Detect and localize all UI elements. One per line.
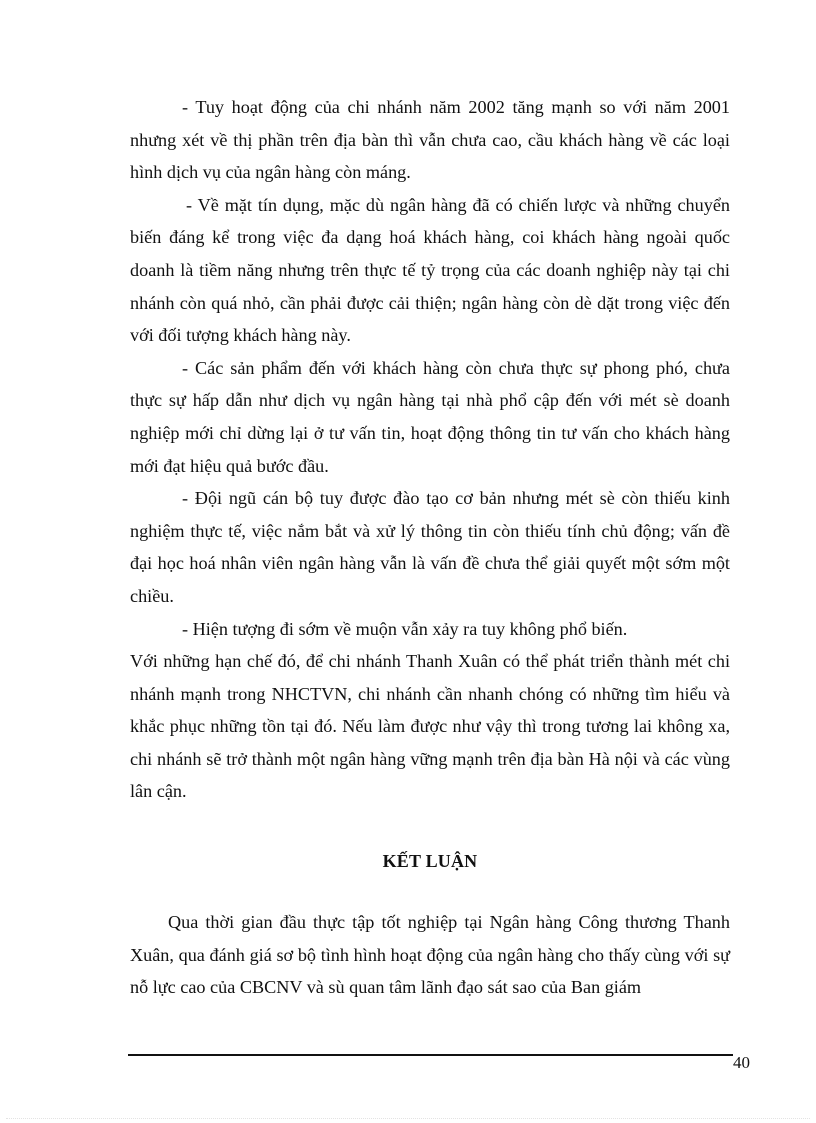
conclusion-heading: KẾT LUẬN	[382, 851, 478, 871]
paragraph-products: - Các sản phẩm đến với khách hàng còn chưa thực sự phong phó, chưa thực sự hấp dẫn như dịch vụ ngân hàng tại nhà phổ cập đến với mét sè doanh nghiệp mới chỉ dừng lại ở tư vấn tin, hoạt động thông tin tư vấn cho khách hàng mới đạt hiệu quả bước đầu.	[130, 357, 730, 476]
conclusion-paragraph: Qua thời gian đầu thực tập tốt nghiệp tại Ngân hàng Công thương Thanh Xuân, qua đánh giá sơ bộ tình hình hoạt động của ngân hàng cho thấy cùng với sự nỗ lực cao của CBCNV và sù quan tâm lãnh đạo sát sao của Ban giám	[130, 912, 730, 998]
conclusion-section	[130, 906, 730, 1004]
paragraph-market-share: - Tuy hoạt động của chi nhánh năm 2002 tăng mạnh so với năm 2001 nhưng xét về thị phần trên địa bàn thì vẫn chưa cao, cầu khách hàng về các loại hình dịch vụ của ngân hàng còn máng.	[130, 97, 730, 183]
page-bottom-edge	[6, 1118, 810, 1119]
footer-divider	[128, 1054, 733, 1056]
document-body	[130, 91, 730, 808]
paragraph-staff: - Đội ngũ cán bộ tuy được đào tạo cơ bản nhưng mét sè còn thiếu kinh nghiệm thực tế, việc nắm bắt và xử lý thông tin còn thiếu tính chủ động; vấn đề đại học hoá nhân viên ngân hàng vẫn là vấn đề chưa thể giải quyết một sớm một chiều.	[130, 488, 730, 606]
page-number: 40	[733, 1053, 750, 1072]
paragraph-attendance: - Hiện tượng đi sớm về muộn vẫn xảy ra tuy không phổ biến.	[182, 618, 628, 639]
paragraph-credit: - Về mặt tín dụng, mặc dù ngân hàng đã có chiến lược và những chuyển biến đáng kể trong việc đa dạng hoá khách hàng, coi khách hàng ngoài quốc doanh là tiềm năng nhưng trên thực tế tỷ trọng của các doanh nghiệp này tại chi nhánh còn quá nhỏ, cần phải được cải thiện; ngân hàng còn dè dặt trong việc đến với đối tượng khách hàng này.	[130, 194, 730, 346]
paragraph-summary: Với những hạn chế đó, để chi nhánh Thanh Xuân có thể phát triển thành mét chi nhánh mạnh trong NHCTVN, chi nhánh cần nhanh chóng có những tìm hiểu và khắc phục những tồn tại đó. Nếu làm được như vậy thì trong tương lai không xa, chi nhánh sẽ trở thành một ngân hàng vững mạnh trên địa bàn Hà nội và các vùng lân cận.	[130, 651, 730, 802]
